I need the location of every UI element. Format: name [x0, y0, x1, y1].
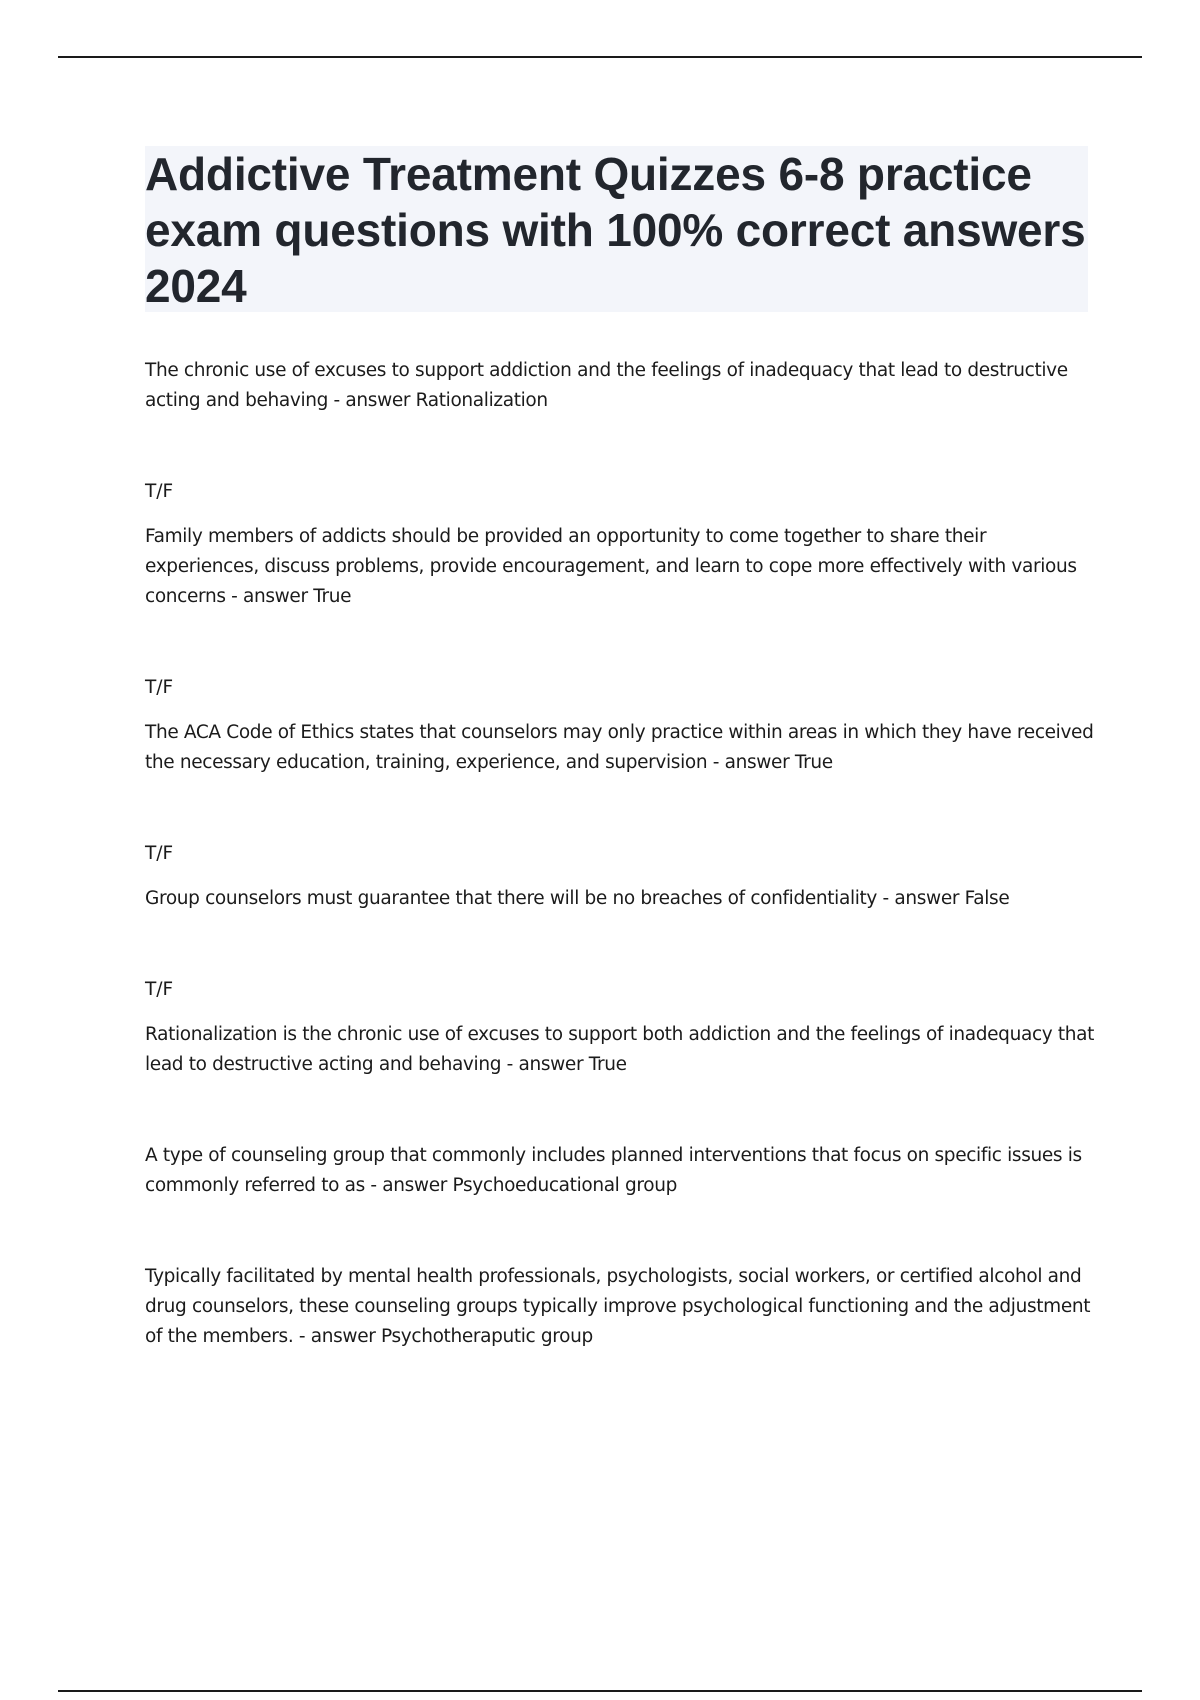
qa-item-1: The chronic use of excuses to support addiction and the feelings of inadequacy that lead to destructive acting and behaving - answer Rationalization [145, 360, 1068, 411]
tf-label-3: T/F [145, 677, 174, 698]
qa-item-4: Group counselors must guarantee that there will be no breaches of confidentiality - answer False [145, 888, 1010, 909]
tf-label-2: T/F [145, 481, 174, 502]
title-banner [145, 146, 1088, 312]
qa-item-7: Typically facilitated by mental health professionals, psychologists, social workers, or certified alcohol and drug counselors, these counseling groups typically improve psychological functioning and the adjustment of the members. - answer Psychotheraputic group [145, 1266, 1091, 1347]
qa-item-5: Rationalization is the chronic use of excuses to support both addiction and the feelings of inadequacy that lead to destructive acting and behaving - answer True [145, 1024, 1095, 1075]
qa-item-3: The ACA Code of Ethics states that counselors may only practice within areas in which they have received the necessary education, training, experience, and supervision - answer True [145, 722, 1094, 773]
tf-label-5: T/F [145, 979, 174, 1000]
qa-item-2: Family members of addicts should be provided an opportunity to come together to share their experiences, discuss problems, provide encouragement, and learn to cope more effectively with various concerns - answer True [145, 526, 1077, 607]
bottom-divider [58, 1690, 1142, 1692]
document-title: Addictive Treatment Quizzes 6-8 practice exam questions with 100% correct answers 2024 [145, 148, 1086, 312]
tf-label-4: T/F [145, 843, 174, 864]
top-divider [58, 56, 1142, 58]
document-body [145, 356, 1095, 1352]
qa-item-6: A type of counseling group that commonly includes planned interventions that focus on specific issues is commonly referred to as - answer Psychoeducational group [145, 1145, 1082, 1196]
